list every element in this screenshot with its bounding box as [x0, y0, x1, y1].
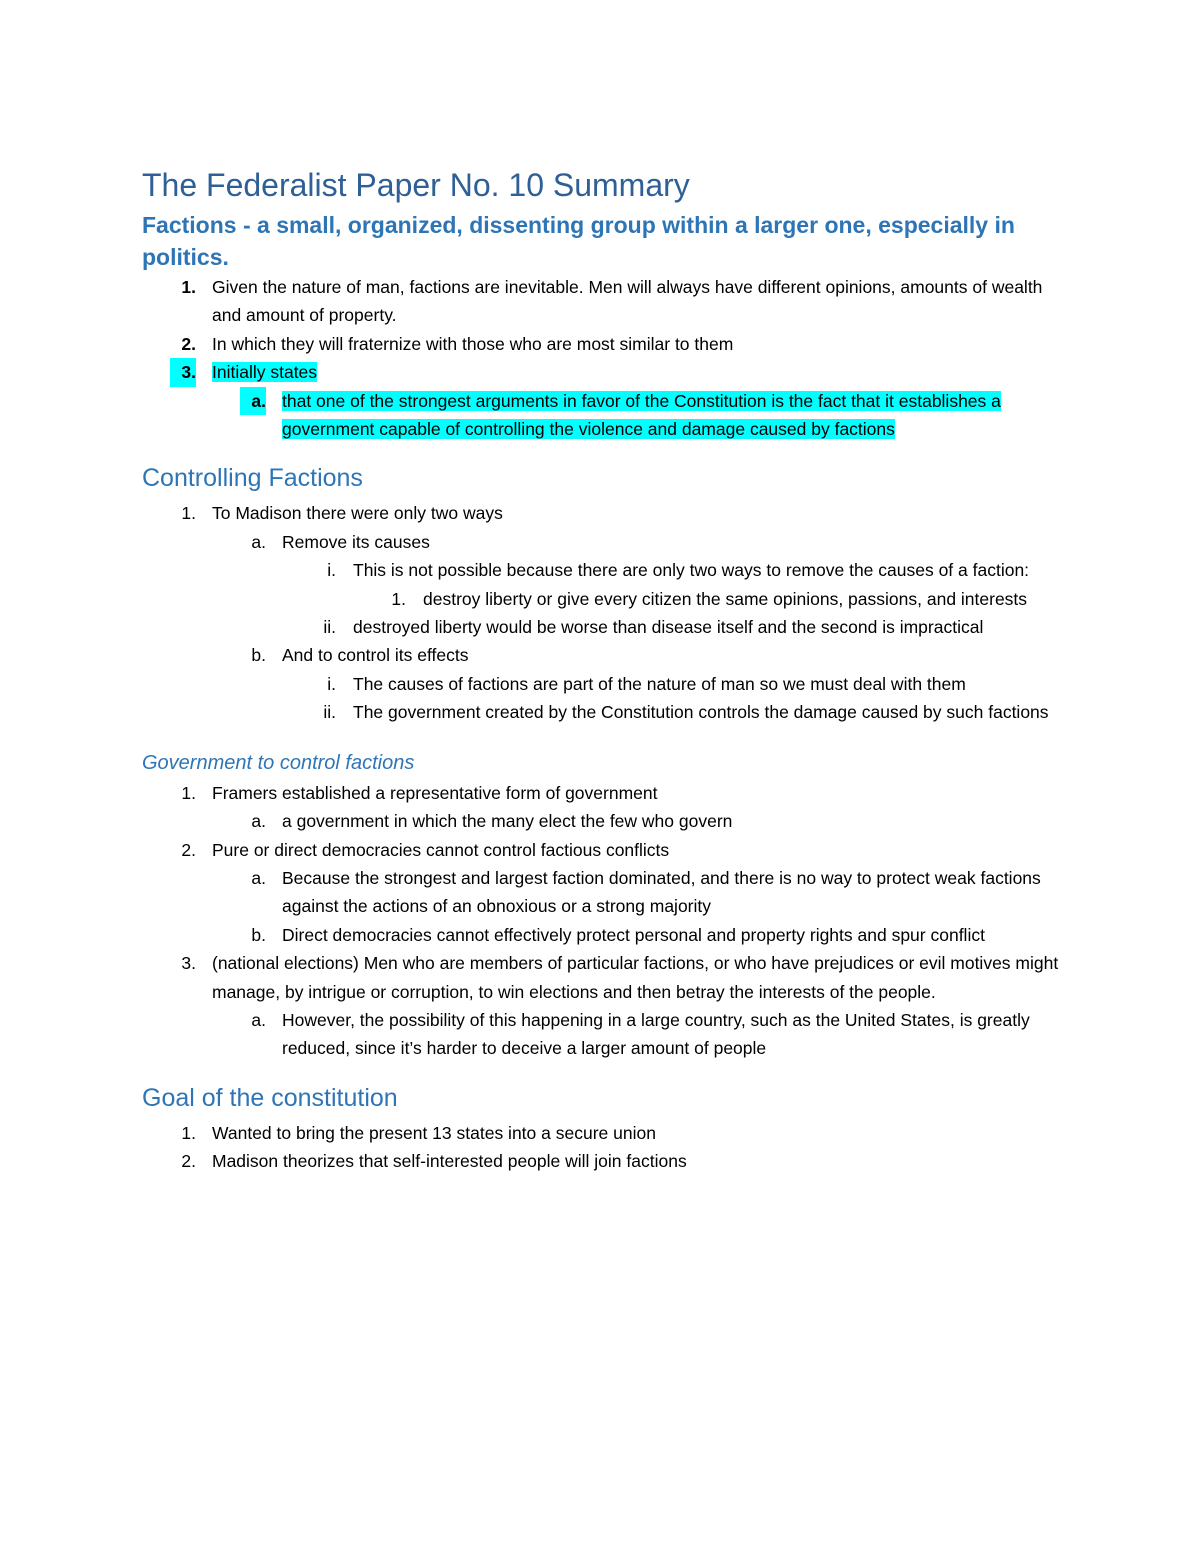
document-page	[142, 165, 1062, 1176]
list-item: 1. Given the nature of man, factions are inevitable. Men will always have different opinions, amounts of wealth and amount of property.	[181, 277, 1043, 326]
highlighted-list-item: 3. Initially states	[142, 358, 1062, 386]
factions-heading: Factions - a small, organized, dissenting group within a larger one, especially in politics.	[142, 212, 1015, 270]
list-item: 1. destroy liberty or give every citizen the same opinions, passions, and interests	[391, 588, 1028, 609]
highlighted-list-item: a. that one of the strongest arguments in favor of the Constitution is the fact that it establishes a government capable of controlling the violence and damage caused by factions	[142, 387, 1062, 444]
list-item: 3. (national elections) Men who are members of particular factions, or who have prejudices or evil motives might manage, by intrigue or corruption, to win elections and then betray the interests of the people.	[181, 953, 1059, 1002]
list-item: 2. Pure or direct democracies cannot control factious conflicts	[181, 839, 670, 860]
list-item: 1. Framers established a representative form of government	[181, 782, 658, 803]
list-item: 1. Wanted to bring the present 13 states into a secure union	[181, 1122, 656, 1143]
list-item: ii. destroyed liberty would be worse than disease itself and the second is impractical	[323, 617, 984, 638]
government-heading: Government to control factions	[142, 751, 415, 774]
list-item: i. This is not possible because there are only two ways to remove the causes of a faction:	[327, 560, 1030, 581]
list-item: 2. In which they will fraternize with those who are most similar to them	[181, 333, 734, 354]
list-item: a. a government in which the many elect the few who govern	[251, 811, 733, 832]
list-item: b. Direct democracies cannot effectively protect personal and property rights and spur conflict	[251, 924, 985, 945]
document-title: The Federalist Paper No. 10 Summary	[142, 167, 690, 203]
list-item: i. The causes of factions are part of the nature of man so we must deal with them	[327, 673, 966, 694]
list-item: 2. Madison theorizes that self-interested people will join factions	[181, 1151, 687, 1172]
list-item: a. Remove its causes	[251, 531, 430, 552]
list-item: b. And to control its effects	[251, 645, 469, 666]
list-item: ii. The government created by the Constitution controls the damage caused by such factions	[323, 702, 1049, 723]
list-item: a. However, the possibility of this happening in a large country, such as the United States, is greatly reduced, since it’s harder to deceive a larger amount of people	[251, 1009, 1030, 1059]
goal-heading: Goal of the constitution	[142, 1083, 398, 1112]
controlling-factions-heading: Controlling Factions	[142, 464, 363, 493]
list-item: 1. To Madison there were only two ways	[181, 503, 503, 524]
list-item: a. Because the strongest and largest faction dominated, and there is no way to protect weak factions against the actions of an obnoxious or a strong majority	[251, 867, 1041, 917]
